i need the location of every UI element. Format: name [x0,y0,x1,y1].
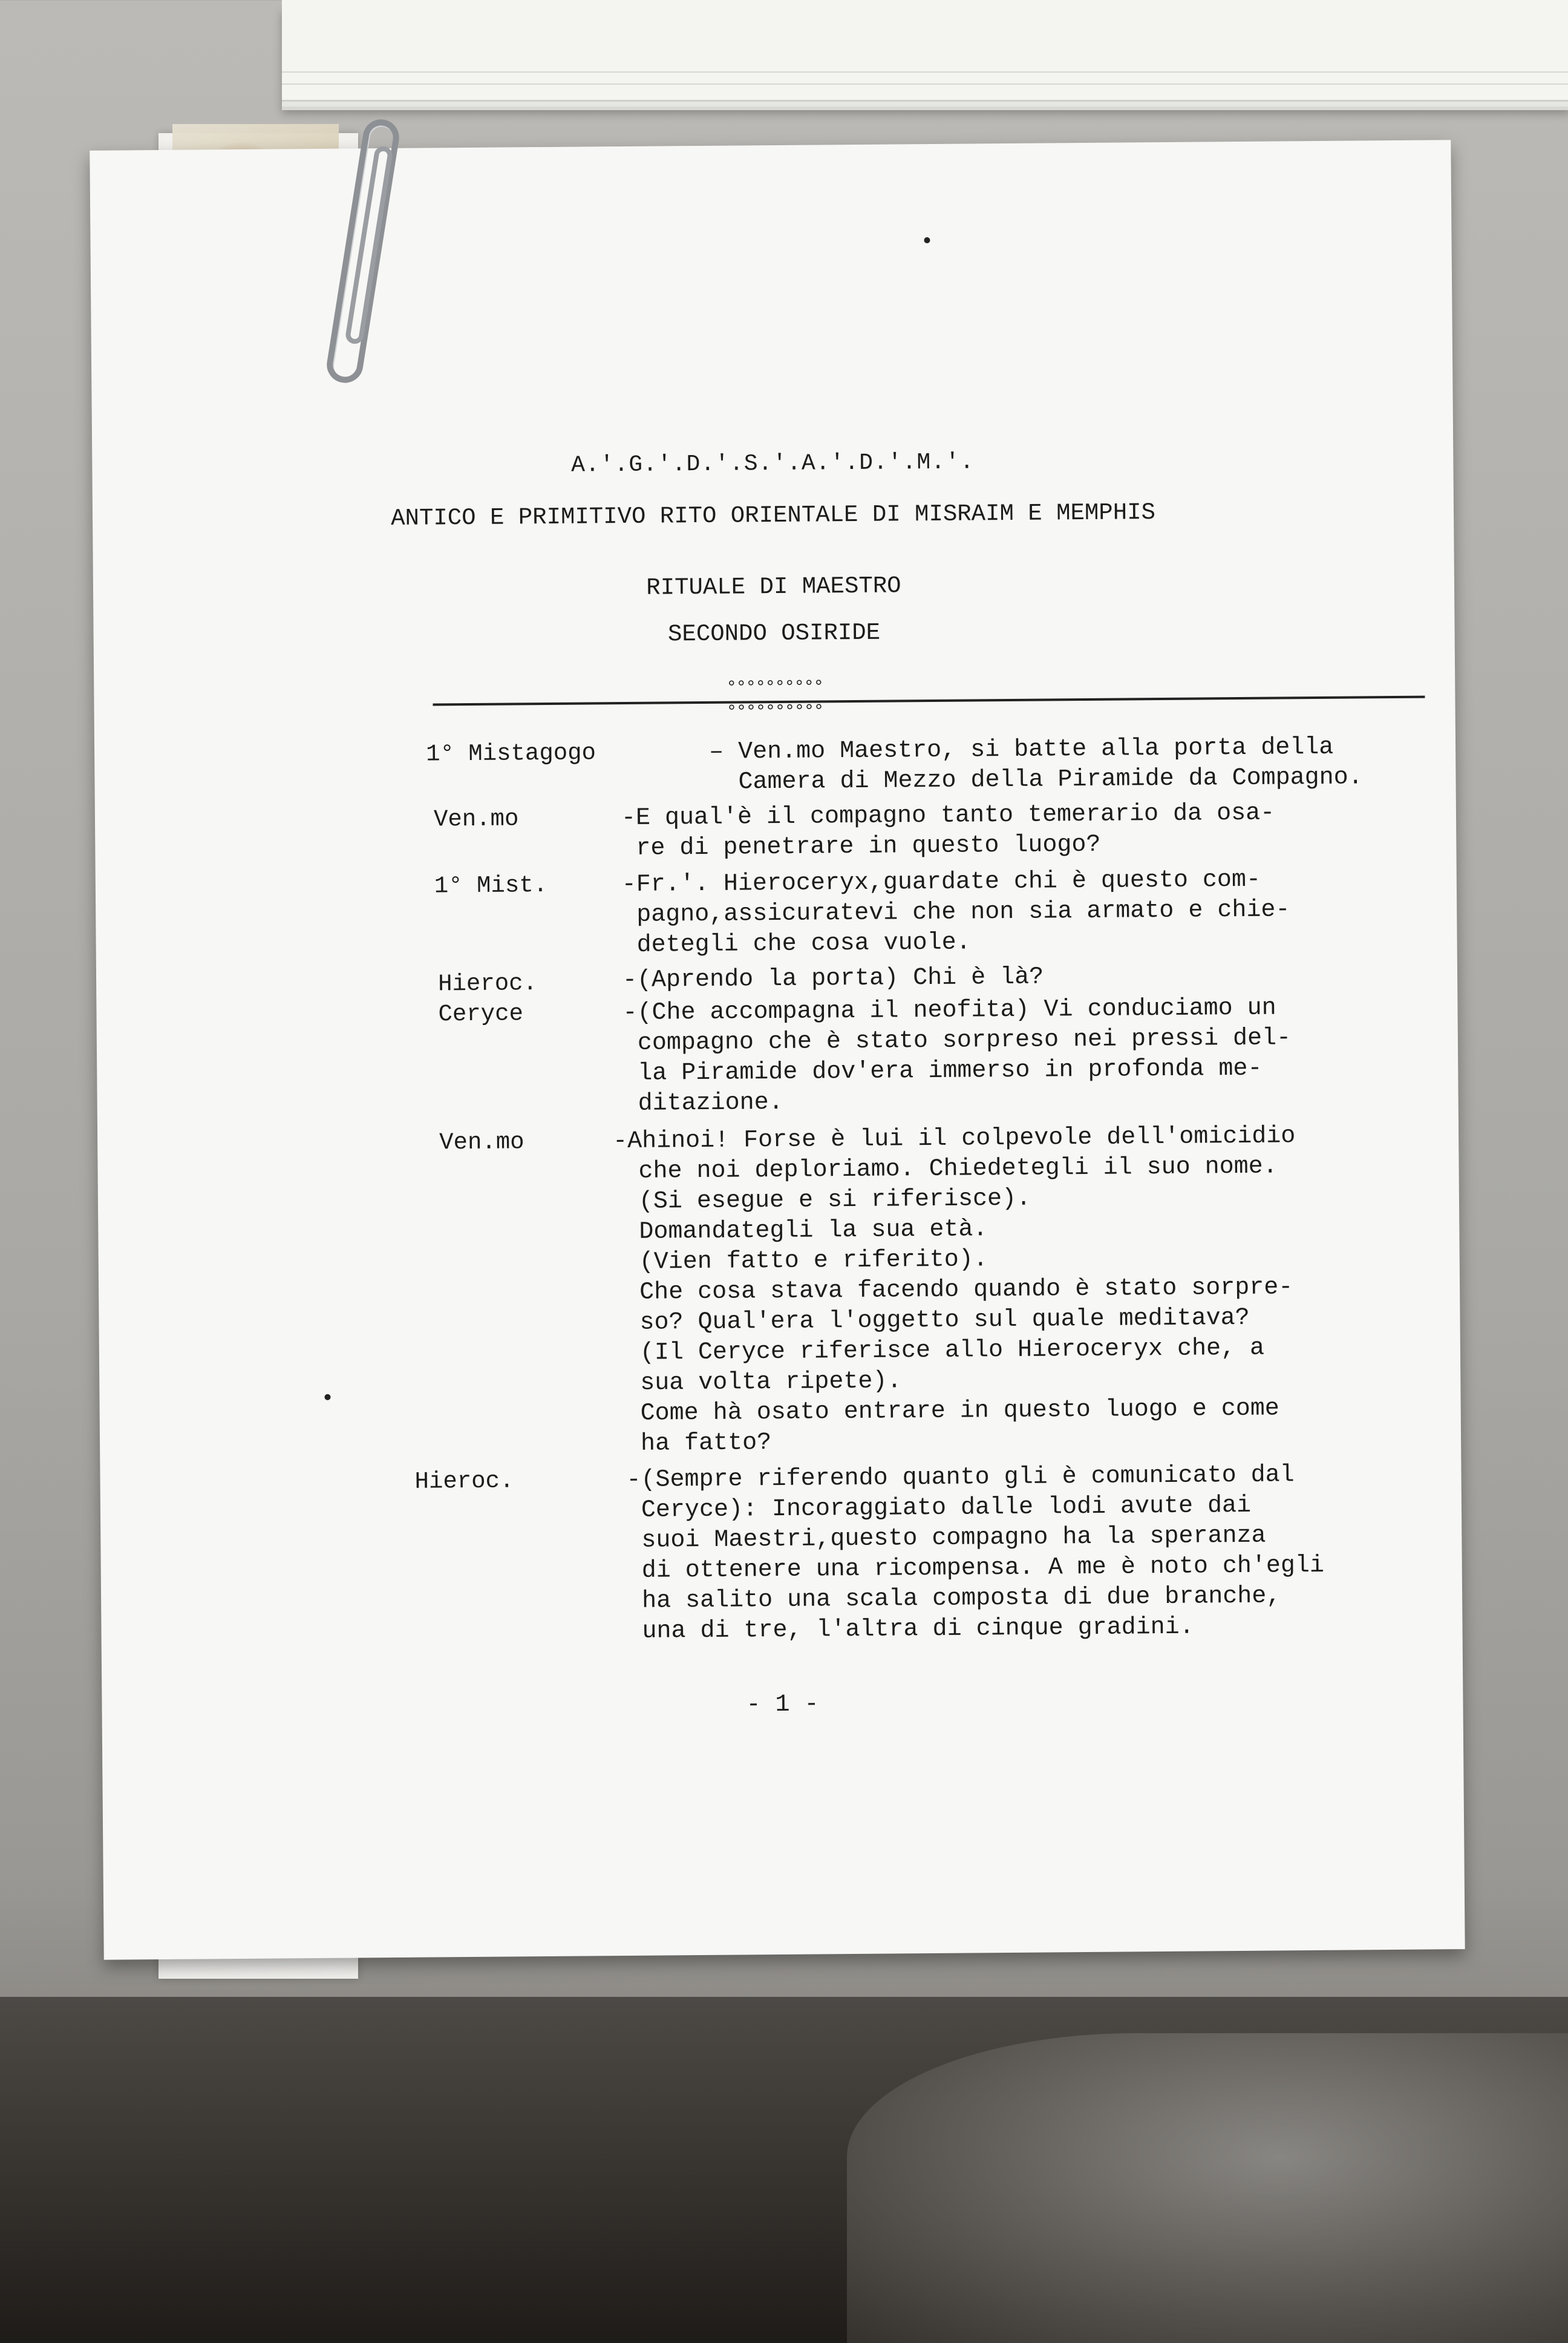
paper-edge [282,71,1568,73]
dialogue-line: ditazione. [623,1089,783,1118]
dialogue-line: Ceryce): Incoraggiato dalle lodi avute dai [626,1492,1252,1524]
dialogue-line: la Piramide dov'era immerso in profonda me- [623,1055,1263,1088]
ritual-title: RITUALE DI MAESTRO [646,572,901,601]
speaker-label: Hieroc. [437,970,538,998]
dialogue-line: -Ahinoi! Forse è lui il colpevole dell'omicidio [613,1122,1296,1156]
fabric [847,2033,1568,2343]
ritual-subtitle: SECONDO OSIRIDE [667,619,881,648]
dialogue-line: -(Che accompagna il neofita) Vi conduciamo un [622,994,1276,1027]
dialogue-line: sua volta ripete). [626,1368,902,1397]
dialogue-line: re di penetrare in questo luogo? [621,831,1101,863]
dialogue-line: suoi Maestri,questo compagno ha la speranza [627,1522,1266,1555]
ornament: °°°°°°°°°° [726,701,823,723]
page-number: - 1 - [746,1691,819,1719]
dialogue-line: pagno,assicuratevi che non sia armato e chie- [622,896,1290,929]
dialogue-line: (Il Ceryce riferisce allo Hieroceryx che, a [625,1334,1265,1367]
paper-stack [282,0,1568,102]
dialogue-line: detegli che cosa vuole. [622,929,971,960]
document-page [90,140,1465,1960]
dialogue-line: ha fatto? [626,1429,772,1458]
dialogue-line: -E qual'è il compagno tanto temerario da osa- [621,799,1275,833]
dialogue-line: Come hà osato entrare in questo luogo e come [626,1395,1280,1427]
dialogue-line: -(Aprendo la porta) Chi è là? [622,963,1044,995]
speaker-label: 1° Mistagogo [425,739,596,768]
speaker-label: Ven.mo [439,1129,524,1156]
rite-name: ANTICO E PRIMITIVO RITO ORIENTALE DI MISRAIM E MEMPHIS [391,499,1156,532]
dialogue-line: Domandategli la sua età. [624,1216,988,1246]
paper-edge [282,84,1568,85]
speaker-label: Ceryce [438,1000,524,1028]
dialogue-line: -(Sempre riferendo quanto gli è comunicato dal [626,1461,1295,1494]
dialogue-line: – Ven.mo Maestro, si batte alla porta della [708,733,1334,766]
dialogue-line: Che cosa stava facendo quando è stato sorpre- [624,1274,1293,1306]
dialogue-line: (Vien fatto e riferito). [624,1246,988,1276]
dialogue-line: -Fr.'. Hieroceryx,guardate chi è questo com- [621,866,1261,899]
ink-dot [324,1394,330,1400]
dialogue-line: (Si esegue e si riferisce). [624,1185,1031,1216]
ink-dot [924,237,930,243]
speaker-label: Hieroc. [414,1467,514,1495]
dialogue-line: so? Qual'era l'oggetto sul quale meditava? [625,1304,1250,1337]
dialogue-line: di ottenere una ricompensa. A me è noto ch'egli [627,1552,1325,1585]
ornament: °°°°°°°°°° [726,677,823,699]
dialogue-line: Camera di Mezzo della Piramide da Compagno. [709,764,1363,796]
dialogue-line: una di tre, l'altra di cinque gradini. [627,1613,1194,1645]
dialogue-line: ha salito una scala composta di due branche, [627,1582,1281,1615]
speaker-label: Ven.mo [433,805,519,833]
dialogue-line: compagno che è stato sorpreso nei pressi del- [622,1024,1292,1058]
header-initials: A.'.G.'.D.'.S.'.A.'.D.'.M.'. [570,449,975,479]
speaker-label: 1° Mist. [434,871,548,900]
dialogue-line: che noi deploriamo. Chiedetegli il suo nome. [624,1153,1278,1185]
